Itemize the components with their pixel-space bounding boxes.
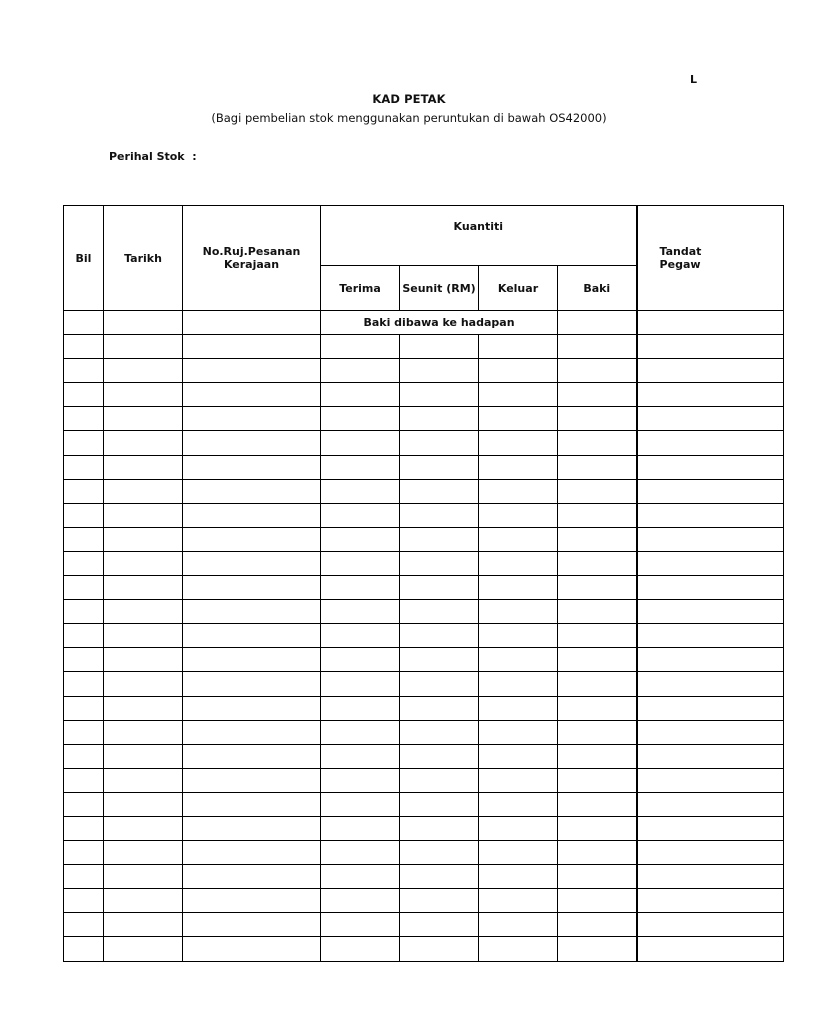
header-baki: Baki (558, 266, 637, 311)
table-cell (637, 479, 784, 503)
baki-dibawa-cell: Baki dibawa ke hadapan (321, 311, 558, 335)
table-row (64, 865, 784, 889)
table-row (64, 841, 784, 865)
table-cell (321, 937, 400, 961)
table-cell (183, 792, 321, 816)
table-cell (479, 624, 558, 648)
table-cell (637, 744, 784, 768)
table-cell (558, 335, 637, 359)
table-cell (104, 792, 183, 816)
table-cell (558, 744, 637, 768)
table-cell (183, 311, 321, 335)
table-cell (321, 648, 400, 672)
table-cell (400, 383, 479, 407)
table-cell (104, 311, 183, 335)
table-cell (400, 672, 479, 696)
table-cell (321, 768, 400, 792)
table-cell (104, 841, 183, 865)
table-cell (321, 600, 400, 624)
header-tandatangan-line1: Tandat (659, 245, 702, 258)
table-cell (558, 311, 637, 335)
table-cell (479, 359, 558, 383)
table-cell (64, 792, 104, 816)
table-cell (64, 335, 104, 359)
table-cell (64, 696, 104, 720)
header-no-ruj-line1: No.Ruj.Pesanan (202, 245, 301, 258)
table-cell (183, 600, 321, 624)
table-cell (64, 768, 104, 792)
table-cell (64, 841, 104, 865)
table-cell (400, 503, 479, 527)
table-cell (479, 841, 558, 865)
table-cell (637, 407, 784, 431)
table-cell (558, 407, 637, 431)
table-cell (183, 431, 321, 455)
table-cell (321, 841, 400, 865)
table-cell (183, 816, 321, 840)
table-row (64, 335, 784, 359)
table-cell (479, 407, 558, 431)
table-cell (183, 359, 321, 383)
table-cell (321, 383, 400, 407)
table-cell (183, 841, 321, 865)
table-cell (637, 576, 784, 600)
table-row (64, 672, 784, 696)
header-tandatangan-pegawai (637, 206, 784, 311)
table-cell (321, 431, 400, 455)
table-cell (321, 527, 400, 551)
table-cell (479, 792, 558, 816)
table-cell (479, 551, 558, 575)
table-cell (558, 527, 637, 551)
table-row (64, 576, 784, 600)
table-cell (479, 503, 558, 527)
table-cell (400, 648, 479, 672)
table-row (64, 359, 784, 383)
table-cell (64, 720, 104, 744)
table-row (64, 455, 784, 479)
table-cell (479, 576, 558, 600)
table-cell (321, 720, 400, 744)
table-cell (64, 383, 104, 407)
table-cell (183, 335, 321, 359)
table-cell (400, 841, 479, 865)
table-cell (183, 479, 321, 503)
table-cell (183, 383, 321, 407)
table-cell (400, 865, 479, 889)
table-row (64, 600, 784, 624)
table-cell (183, 672, 321, 696)
table-cell (558, 431, 637, 455)
table-cell (104, 431, 183, 455)
table-cell (64, 527, 104, 551)
table-row (64, 937, 784, 961)
table-cell (558, 359, 637, 383)
table-cell (64, 648, 104, 672)
table-cell (400, 624, 479, 648)
table-cell (104, 407, 183, 431)
table-cell (637, 455, 784, 479)
table-cell (479, 696, 558, 720)
table-cell (104, 479, 183, 503)
table-cell (479, 431, 558, 455)
table-cell (558, 768, 637, 792)
table-cell (183, 527, 321, 551)
table-cell (104, 913, 183, 937)
table-row (64, 648, 784, 672)
table-cell (183, 768, 321, 792)
table-cell (637, 865, 784, 889)
table-cell (400, 889, 479, 913)
table-cell (637, 816, 784, 840)
table-cell (558, 792, 637, 816)
corner-mark: L (690, 73, 698, 86)
table-cell (558, 913, 637, 937)
table-cell (637, 431, 784, 455)
table-row (64, 816, 784, 840)
table-cell (104, 600, 183, 624)
table-cell (558, 479, 637, 503)
table-cell (64, 479, 104, 503)
table-cell (321, 551, 400, 575)
page-title: KAD PETAK (372, 92, 446, 106)
table-cell (479, 865, 558, 889)
table-cell (558, 503, 637, 527)
table-cell (64, 865, 104, 889)
table-row (64, 383, 784, 407)
table-cell (64, 407, 104, 431)
table-cell (558, 455, 637, 479)
table-cell (183, 551, 321, 575)
table-cell (104, 335, 183, 359)
table-cell (558, 648, 637, 672)
table-cell (321, 479, 400, 503)
table-cell (637, 335, 784, 359)
table-row (64, 913, 784, 937)
table-cell (637, 624, 784, 648)
table-cell (183, 407, 321, 431)
table-cell (558, 720, 637, 744)
table-cell (321, 335, 400, 359)
table-cell (400, 792, 479, 816)
table-cell (479, 455, 558, 479)
table-row (64, 551, 784, 575)
table-cell (479, 913, 558, 937)
table-cell (400, 551, 479, 575)
table-cell (104, 672, 183, 696)
table-cell (479, 600, 558, 624)
table-row (64, 744, 784, 768)
table-cell (400, 431, 479, 455)
table-cell (558, 889, 637, 913)
table-cell (104, 768, 183, 792)
table-cell (479, 889, 558, 913)
table-cell (637, 768, 784, 792)
table-cell (183, 503, 321, 527)
table-cell (64, 672, 104, 696)
table-cell (64, 455, 104, 479)
table-cell (637, 311, 784, 335)
table-cell (183, 455, 321, 479)
table-cell (104, 359, 183, 383)
table-cell (321, 913, 400, 937)
table-cell (400, 335, 479, 359)
table-cell (400, 407, 479, 431)
header-keluar: Keluar (479, 266, 558, 311)
table-cell (321, 576, 400, 600)
table-cell (479, 744, 558, 768)
table-cell (104, 503, 183, 527)
table-cell (637, 383, 784, 407)
table-cell (400, 696, 479, 720)
table-cell (637, 527, 784, 551)
table-cell (637, 841, 784, 865)
table-row (64, 479, 784, 503)
table-cell (104, 648, 183, 672)
table-cell (558, 937, 637, 961)
table-cell (321, 696, 400, 720)
page-subtitle: (Bagi pembelian stok menggunakan peruntukan di bawah OS42000) (211, 111, 607, 125)
table-cell (321, 407, 400, 431)
table-cell (104, 576, 183, 600)
stock-card-table (63, 205, 784, 962)
table-cell (400, 937, 479, 961)
table-cell (64, 744, 104, 768)
table-cell (637, 359, 784, 383)
table-cell (321, 744, 400, 768)
table-cell (321, 865, 400, 889)
table-cell (321, 816, 400, 840)
table-cell (400, 359, 479, 383)
table-cell (321, 359, 400, 383)
table-cell (558, 383, 637, 407)
table-cell (64, 889, 104, 913)
table-row (64, 527, 784, 551)
table-cell (637, 648, 784, 672)
table-cell (400, 527, 479, 551)
table-cell (321, 624, 400, 648)
table-cell (104, 937, 183, 961)
header-kuantiti: Kuantiti (321, 206, 637, 266)
table-cell (558, 865, 637, 889)
table-row-baki-dibawa (64, 311, 784, 335)
table-row (64, 696, 784, 720)
table-cell (321, 503, 400, 527)
table-cell (637, 720, 784, 744)
table-cell (400, 479, 479, 503)
table-cell (183, 889, 321, 913)
table-cell (183, 648, 321, 672)
table-cell (479, 720, 558, 744)
table-cell (183, 913, 321, 937)
table-cell (558, 600, 637, 624)
header-tarikh: Tarikh (104, 206, 183, 311)
table-cell (479, 816, 558, 840)
table-row (64, 624, 784, 648)
table-cell (183, 696, 321, 720)
table-cell (558, 841, 637, 865)
table-cell (183, 937, 321, 961)
table-cell (104, 383, 183, 407)
table-cell (479, 937, 558, 961)
table-cell (64, 311, 104, 335)
table-cell (400, 744, 479, 768)
table-cell (104, 816, 183, 840)
table-cell (637, 792, 784, 816)
table-cell (321, 792, 400, 816)
table-row (64, 720, 784, 744)
table-cell (64, 503, 104, 527)
table-row (64, 431, 784, 455)
header-seunit: Seunit (RM) (400, 266, 479, 311)
table-cell (183, 720, 321, 744)
table-body (64, 311, 784, 962)
table-cell (479, 648, 558, 672)
table-cell (558, 624, 637, 648)
table-cell (64, 551, 104, 575)
table-cell (64, 359, 104, 383)
table-cell (479, 768, 558, 792)
table-cell (104, 865, 183, 889)
table-cell (104, 889, 183, 913)
table-row (64, 407, 784, 431)
table-cell (400, 720, 479, 744)
table-cell (558, 672, 637, 696)
table-cell (400, 600, 479, 624)
table-cell (637, 889, 784, 913)
table-cell (64, 816, 104, 840)
header-bil: Bil (64, 206, 104, 311)
table-row (64, 768, 784, 792)
table-cell (400, 768, 479, 792)
header-no-ruj-pesanan (183, 206, 321, 311)
table-cell (637, 937, 784, 961)
table-cell (321, 455, 400, 479)
table-cell (64, 576, 104, 600)
table-cell (558, 576, 637, 600)
table-cell (64, 431, 104, 455)
table-cell (321, 889, 400, 913)
table-cell (558, 816, 637, 840)
table-cell (400, 913, 479, 937)
table-cell (637, 503, 784, 527)
table-cell (104, 455, 183, 479)
table-cell (104, 696, 183, 720)
table-cell (479, 383, 558, 407)
table-cell (104, 720, 183, 744)
table-cell (104, 551, 183, 575)
table-cell (400, 816, 479, 840)
table-cell (104, 744, 183, 768)
table-cell (637, 696, 784, 720)
perihal-stok-label: Perihal Stok : (109, 150, 197, 163)
table-cell (104, 527, 183, 551)
table-cell (637, 913, 784, 937)
table-cell (479, 335, 558, 359)
table-cell (183, 624, 321, 648)
table-cell (558, 551, 637, 575)
table-cell (183, 576, 321, 600)
table-cell (479, 527, 558, 551)
table-cell (637, 672, 784, 696)
table-row (64, 889, 784, 913)
header-tandatangan-line2: Pegaw (659, 258, 701, 271)
table-cell (558, 696, 637, 720)
table-cell (183, 744, 321, 768)
table-cell (64, 624, 104, 648)
table-cell (637, 551, 784, 575)
header-terima: Terima (321, 266, 400, 311)
table-cell (64, 913, 104, 937)
header-no-ruj-line2: Kerajaan (223, 258, 280, 271)
table-row (64, 503, 784, 527)
table-cell (64, 937, 104, 961)
table-cell (400, 576, 479, 600)
table-cell (637, 600, 784, 624)
table-cell (479, 479, 558, 503)
table-row (64, 792, 784, 816)
table-cell (479, 672, 558, 696)
table-cell (64, 600, 104, 624)
table-cell (321, 672, 400, 696)
table-cell (183, 865, 321, 889)
table-cell (400, 455, 479, 479)
table-cell (104, 624, 183, 648)
